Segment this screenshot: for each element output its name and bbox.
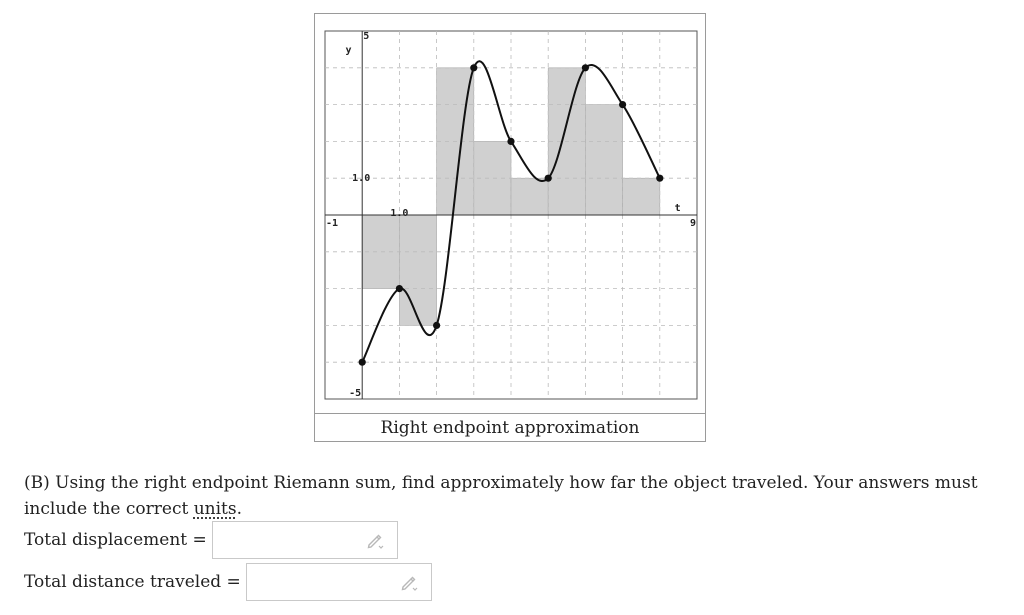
distance-box[interactable] — [246, 563, 432, 601]
distance-row — [24, 562, 432, 602]
graph-caption: Right endpoint approximation — [315, 413, 705, 442]
data-point — [433, 322, 440, 329]
y-tick-label: -5 — [349, 388, 362, 399]
x-tick-label: 1.0 — [390, 208, 409, 219]
displacement-label: Total displacement = — [24, 530, 213, 550]
question-text — [24, 470, 1014, 522]
question-end: . — [236, 499, 243, 519]
question-body: (B) Using the right endpoint Riemann sum, find approximately how far the object traveled. Your answers must include the correct — [24, 473, 978, 519]
riemann-rectangle — [623, 178, 660, 215]
y-tick-label: 1.0 — [352, 173, 371, 185]
data-point — [656, 175, 663, 182]
riemann-rectangle — [399, 215, 436, 325]
x-tick-label: -1 — [326, 218, 339, 229]
data-point — [396, 285, 403, 292]
data-point — [619, 101, 626, 108]
riemann-rectangle — [511, 178, 548, 215]
units-link[interactable]: units — [193, 499, 237, 519]
displacement-row — [24, 520, 398, 560]
data-point — [582, 64, 589, 71]
x-axis-label: t — [674, 203, 681, 214]
x-tick-label: 9 — [689, 218, 696, 229]
y-axis-label: y — [345, 45, 352, 57]
data-point — [545, 175, 552, 182]
data-point — [507, 138, 514, 145]
data-point — [359, 359, 366, 366]
data-point — [470, 64, 477, 71]
pencil-icon[interactable] — [365, 531, 385, 551]
distance-label: Total distance traveled = — [24, 572, 247, 592]
y-tick-label: 5 — [363, 31, 370, 42]
graph-figure — [314, 13, 706, 442]
displacement-box[interactable] — [212, 521, 398, 559]
pencil-icon[interactable] — [399, 573, 419, 593]
riemann-plot — [315, 14, 705, 412]
riemann-rectangle — [585, 105, 622, 215]
